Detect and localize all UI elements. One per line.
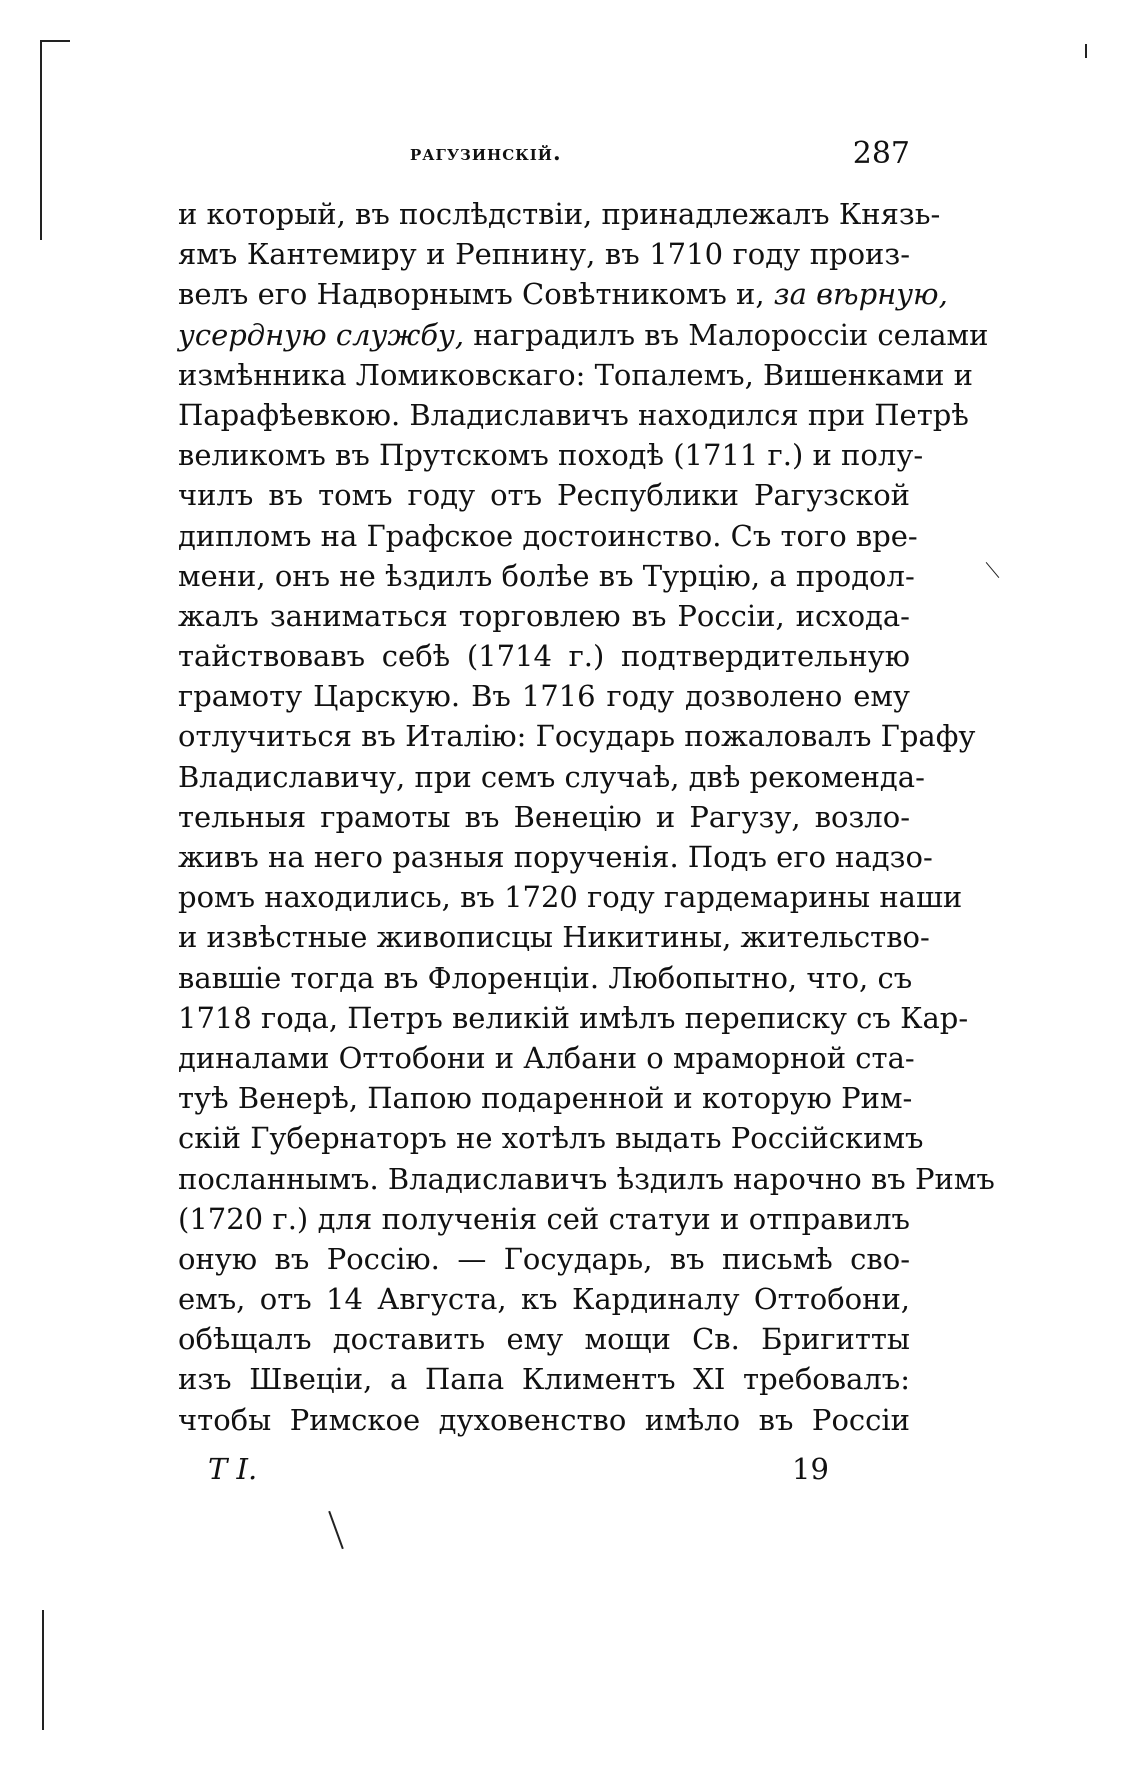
sheet-signature-number: 19 [792, 1452, 829, 1486]
body-text [178, 194, 995, 1440]
text-line: скій Губернаторъ не хотѣлъ выдать Россійскимъ [178, 1121, 924, 1156]
scan-edge-mark [40, 40, 70, 42]
text-line: туѣ Венерѣ, Папою подаренной и которую Рим- [178, 1081, 913, 1116]
text-line: грамоту Царскую. Въ 1716 году дозволено ему [178, 679, 910, 714]
text-line: вавшіе тогда въ Флоренціи. Любопытно, что, съ [178, 960, 913, 995]
text-line: чилъ въ томъ году отъ Республики Рагузской [178, 478, 910, 513]
emphasis-text: за вѣрную, [773, 277, 948, 312]
text-line: живъ на него разныя порученія. Подъ его надзо- [178, 840, 933, 874]
text-line: Владиславичу, при семъ случаѣ, двѣ рекоменда- [178, 759, 925, 794]
text-line: усердную службу, наградилъ въ Малороссіи селами [178, 317, 989, 352]
running-head [180, 136, 920, 180]
text-line: дипломъ на Графское достоинство. Съ того вре- [178, 518, 918, 553]
text-line: великомъ въ Прутскомъ походѣ (1711 г.) и полу- [178, 438, 924, 473]
emphasis-text: усердную службу, [178, 317, 465, 352]
volume-signature: Т І. [208, 1452, 258, 1486]
text-line: и который, въ послѣдствіи, принадлежалъ Князь- [178, 197, 941, 231]
text-line: жалъ заниматься торговлею въ Россіи, исходa- [178, 598, 910, 633]
text-line: тайствовавъ себѣ (1714 г.) подтвердительную [178, 639, 910, 674]
text-line: ромъ находились, въ 1720 году гардемарины наши [178, 880, 963, 915]
text-line: 1718 года, Петръ великій имѣлъ переписку съ Кар- [178, 1000, 969, 1035]
text-line: измѣнника Ломиковскаго: Топалемъ, Вишенками и [178, 357, 973, 392]
scan-speck [986, 562, 1000, 578]
page-footer [178, 1452, 910, 1492]
scan-edge-mark [40, 40, 42, 240]
text-line: емъ, отъ 14 Августа, къ Кардиналу Оттобони, [178, 1282, 910, 1317]
text-line: изъ Швеціи, а Папа Климентъ XI требовалъ: [178, 1362, 910, 1397]
text-line: тельныя грамоты въ Венецію и Рагузу, возло- [178, 799, 910, 834]
text-line: посланнымъ. Владиславичъ ѣздилъ нарочно въ Римъ [178, 1161, 995, 1196]
text-line: оную въ Россію. — Государь, въ письмѣ сво- [178, 1241, 910, 1276]
text-line: отлучиться въ Италію: Государь пожаловалъ Графу [178, 719, 976, 754]
text-line: Парафѣевкою. Владиславичъ находился при Петрѣ [178, 397, 969, 432]
text-line: и извѣстные живописцы Никитины, жительство- [178, 920, 930, 955]
text-line: велъ его Надворнымъ Совѣтникомъ и, за вѣрную, [178, 277, 948, 312]
text-line: мени, онъ не ѣздилъ болѣе въ Турцію, а продол- [178, 558, 915, 593]
text-line: ямъ Кантемиру и Репнину, въ 1710 году произ- [178, 237, 910, 272]
scan-edge-mark [42, 1610, 44, 1730]
text-line: диналами Оттобони и Албани о мраморной ста- [178, 1040, 915, 1075]
page-number: 287 [852, 136, 910, 171]
text-line: обѣщалъ доставить ему мощи Св. Бригитты [178, 1322, 910, 1357]
text-line: (1720 г.) для полученія сей статуи и отправилъ [178, 1201, 910, 1236]
running-title: рагузинскій. [410, 140, 562, 166]
text-line: чтобы Римское духовенство имѣло въ Россіи [178, 1402, 910, 1437]
scan-edge-mark [1085, 44, 1087, 58]
scan-speck [328, 1511, 344, 1549]
